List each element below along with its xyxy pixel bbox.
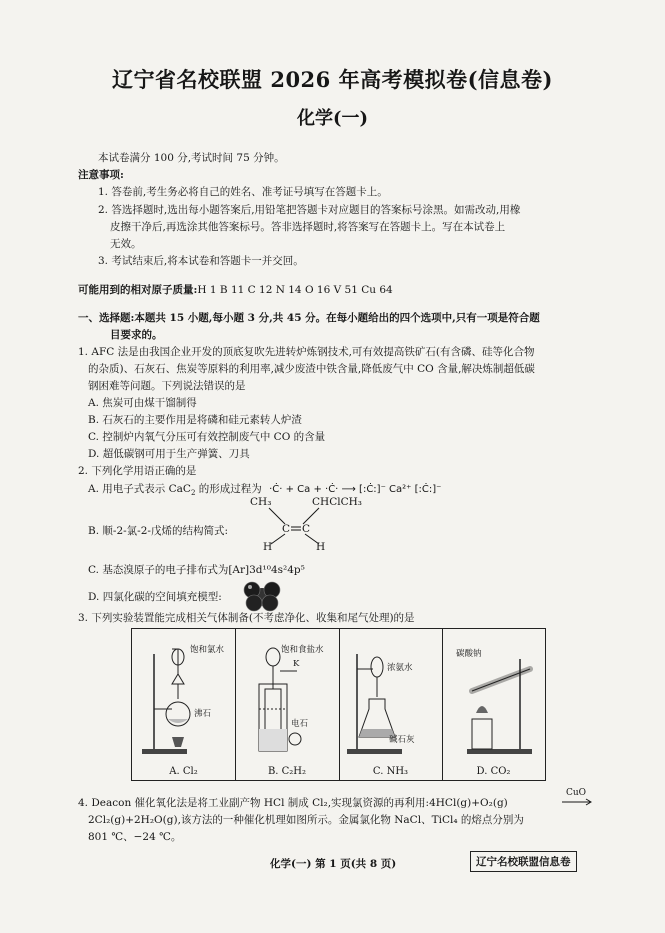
q4-stem-a: 4. Deacon 催化氧化法是将工业副产物 HCl 制成 Cl₂,实现氯资源的再利用:4HCl(g)+O₂(g) (78, 797, 508, 809)
exam-subtitle: 化学(一) (296, 108, 369, 129)
highlight-icon (248, 585, 252, 589)
label-saturated-chlorine-water: 饱和氯水 (190, 645, 225, 655)
note-2a: 2. 答选择题时,选出每小题答案后,用铅笔把答题卡对应题目的答案标号涂黑。如需改动,用橡 (98, 204, 521, 216)
q2-option-a-sub: 2 (190, 489, 196, 498)
caption-b: B. C₂H₂ (267, 766, 307, 777)
label-sodium-carbonate: 碳酸钠 (456, 649, 482, 659)
chlorine-sphere-3 (246, 595, 262, 611)
caption-c: C. NH₃ (372, 766, 409, 777)
q2-option-d: D. 四氯化碳的空间填充模型: (88, 591, 222, 603)
caption-d: D. CO₂ (476, 766, 511, 777)
caption-a: A. Cl₂ (169, 766, 198, 777)
notes-title: 注意事项: (78, 169, 124, 181)
scoring-info: 本试卷满分 100 分,考试时间 75 分钟。 (98, 152, 285, 164)
q1-option-a: A. 焦炭可由煤干馏制得 (88, 397, 197, 409)
atomic-masses-values: H 1 B 11 C 12 N 14 O 16 V 51 Cu 64 (197, 284, 393, 296)
label-concentrated-ammonia: 浓氨水 (387, 663, 413, 673)
reaction-arrow-icon (560, 798, 594, 806)
q2-option-c: C. 基态溴原子的电子排布式为[Ar]3d¹⁰4s²4p⁵ (88, 564, 305, 576)
group-ch3: CH₃ (250, 496, 272, 508)
q1-stem-c: 钢困难等问题。下列说法错误的是 (88, 380, 246, 392)
q2-option-a-tail: 的形成过程为 (195, 483, 262, 495)
label-calcium-carbide: 电石 (291, 719, 309, 729)
q3-stem: 3. 下列实验装置能完成相关气体制备(不考虑净化、收集和尾气处理)的是 (78, 612, 415, 624)
note-1: 1. 答卷前,考生务必将自己的姓名、准考证号填写在答题卡上。 (98, 186, 388, 198)
atomic-masses (78, 283, 393, 298)
label-saturated-brine: 饱和食盐水 (281, 645, 324, 655)
electron-dot-formula: ·Ċ· + Ca + ·Ċ· ⟶ [:Ċ:]⁻ Ca²⁺ [:Ċ:]⁻ (269, 484, 442, 495)
ccl4-space-filling-model (240, 577, 284, 613)
section1-heading-cont: 目要求的。 (110, 329, 163, 341)
q1-stem-a: 1. AFC 法是由我国企业开发的顶底复吹先进转炉炼钢技术,可有效提高铁矿石(有含磷、硅等化合物 (78, 346, 535, 358)
label-boiling-stones: 沸石 (194, 709, 212, 719)
apparatus-c (339, 629, 443, 780)
q2-stem: 2. 下列化学用语正确的是 (78, 465, 197, 477)
q2-option-b: B. 顺-2-氯-2-戊烯的结构简式: (88, 525, 228, 537)
note-3: 3. 考试结束后,将本试卷和答题卡一并交回。 (98, 255, 304, 267)
apparatus-b (235, 629, 340, 780)
q1-option-b: B. 石灰石的主要作用是将磷和硅元素转人炉渣 (88, 414, 302, 426)
label-soda-lime: 碱石灰 (389, 735, 415, 745)
brand-stamp: 辽宁名校联盟信息卷 (470, 851, 577, 872)
atom-c1: C (282, 523, 291, 535)
apparatus-figure (131, 628, 546, 781)
atom-c2: C (302, 523, 311, 535)
apparatus-d (442, 629, 545, 780)
q1-stem-b: 的杂质)、石灰石、焦炭等原料的利用率,减少废渣中铁含量,降低废气中 CO 含量,解决炼制超低碳 (88, 363, 535, 375)
atom-h1: H (263, 541, 273, 553)
exam-title: 辽宁省名校联盟 2026 年高考模拟卷(信息卷) (112, 67, 553, 92)
q1-option-d: D. 超低碳钢可用于生产弹簧、刀具 (88, 448, 250, 460)
q4-stem-c: 801 ℃、−24 ℃。 (88, 831, 182, 843)
apparatus-a (132, 629, 236, 780)
chlorine-sphere-4 (262, 595, 278, 611)
q4-catalyst: CuO (566, 788, 587, 798)
section1-heading: 一、选择题:本题共 15 小题,每小题 3 分,共 45 分。在每小题给出的四个选项中,只有一项是符合题 (78, 312, 540, 324)
atomic-masses-label: 可能用到的相对原子质量: (78, 284, 198, 296)
label-valve-k: K (293, 659, 300, 669)
q4-stem-b: 2Cl₂(g)+2H₂O(g),该方法的一种催化机理如图所示。金属氯化物 NaCl、TiCl₄ 的熔点分别为 (88, 814, 524, 826)
note-2b: 皮擦干净后,再选涂其他答案标号。答非选择题时,将答案写在答题卡上。写在本试卷上 (110, 221, 506, 233)
q1-option-c: C. 控制炉内氧气分压可有效控制废气中 CO 的含量 (88, 431, 326, 443)
page-number: 化学(一) 第 1 页(共 8 页) (270, 858, 397, 870)
note-2c: 无效。 (110, 238, 142, 250)
atom-h2: H (316, 541, 326, 553)
group-chclch3: CHClCH₃ (312, 496, 362, 508)
q2-option-a-text: A. 用电子式表示 CaC (88, 483, 191, 495)
